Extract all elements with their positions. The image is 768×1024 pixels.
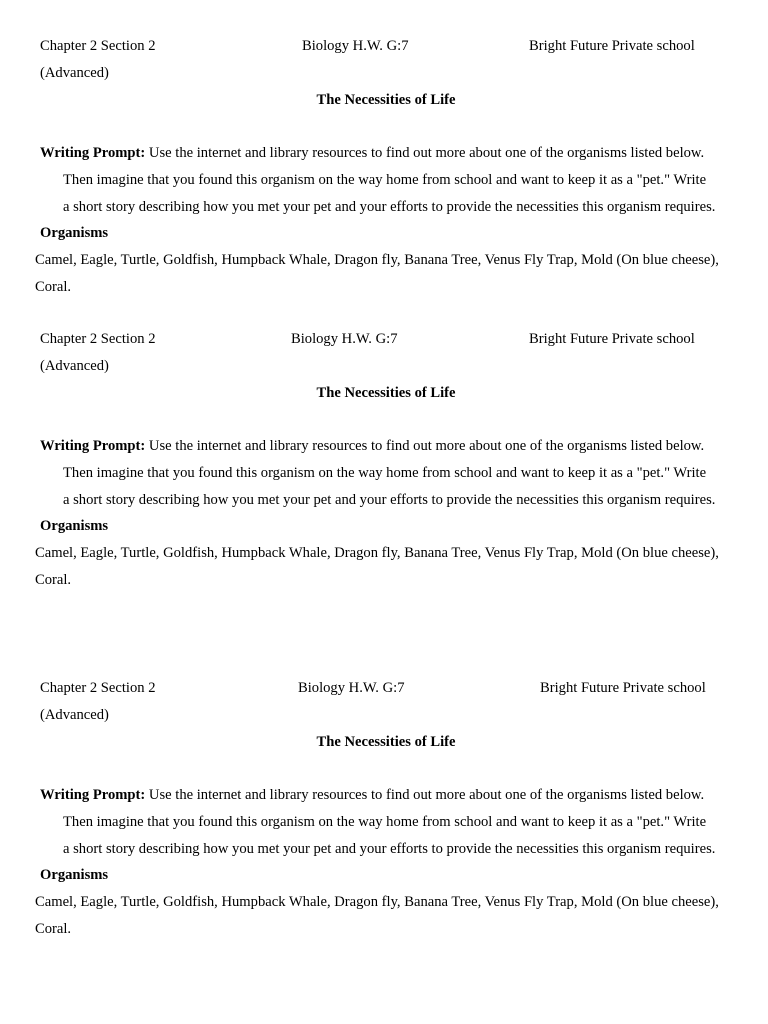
level-label: (Advanced) <box>40 358 109 374</box>
prompt-line-2: Then imagine that you found this organism on the way home from school and want to keep it as a "pet." Write <box>63 814 707 830</box>
prompt-label: Writing Prompt: <box>40 145 146 161</box>
school-name: Bright Future Private school <box>529 331 695 347</box>
organisms-list-line-1: Camel, Eagle, Turtle, Goldfish, Humpback Whale, Dragon fly, Banana Tree, Venus Fly Trap, Mold (On blue cheese), <box>35 252 719 268</box>
worksheet-title: The Necessities of Life <box>316 734 456 750</box>
organisms-heading: Organisms <box>40 225 109 241</box>
school-name: Bright Future Private school <box>540 680 706 696</box>
organisms-list-line-2: Coral. <box>35 572 72 588</box>
level-label: (Advanced) <box>40 65 109 81</box>
prompt-line-1 <box>40 144 704 162</box>
prompt-line-3: a short story describing how you met your pet and your efforts to provide the necessities this organism requires. <box>63 199 716 215</box>
course-label: Biology H.W. G:7 <box>298 680 405 696</box>
prompt-line-1 <box>40 786 704 804</box>
worksheet-title: The Necessities of Life <box>316 92 456 108</box>
prompt-line-2: Then imagine that you found this organism on the way home from school and want to keep it as a "pet." Write <box>63 172 707 188</box>
chapter-label: Chapter 2 Section 2 <box>40 331 156 347</box>
chapter-label: Chapter 2 Section 2 <box>40 680 156 696</box>
prompt-label: Writing Prompt: <box>40 438 146 454</box>
prompt-line-1 <box>40 437 704 455</box>
prompt-text-1: Use the internet and library resources to find out more about one of the organisms listed below. <box>148 787 705 803</box>
worksheet-block-2 <box>0 293 768 593</box>
prompt-text-1: Use the internet and library resources to find out more about one of the organisms listed below. <box>148 438 705 454</box>
worksheet-title: The Necessities of Life <box>316 385 456 401</box>
worksheet-block-1 <box>0 0 768 300</box>
organisms-list-line-2: Coral. <box>35 279 72 295</box>
level-label: (Advanced) <box>40 707 109 723</box>
prompt-line-3: a short story describing how you met your pet and your efforts to provide the necessities this organism requires. <box>63 492 716 508</box>
worksheet-block-3 <box>0 642 768 942</box>
organisms-heading: Organisms <box>40 867 109 883</box>
school-name: Bright Future Private school <box>529 38 695 54</box>
organisms-list-line-1: Camel, Eagle, Turtle, Goldfish, Humpback Whale, Dragon fly, Banana Tree, Venus Fly Trap, Mold (On blue cheese), <box>35 894 719 910</box>
prompt-line-3: a short story describing how you met your pet and your efforts to provide the necessities this organism requires. <box>63 841 716 857</box>
prompt-line-2: Then imagine that you found this organism on the way home from school and want to keep it as a "pet." Write <box>63 465 707 481</box>
course-label: Biology H.W. G:7 <box>291 331 398 347</box>
organisms-list-line-2: Coral. <box>35 921 72 937</box>
chapter-label: Chapter 2 Section 2 <box>40 38 156 54</box>
prompt-label: Writing Prompt: <box>40 787 146 803</box>
organisms-list-line-1: Camel, Eagle, Turtle, Goldfish, Humpback Whale, Dragon fly, Banana Tree, Venus Fly Trap, Mold (On blue cheese), <box>35 545 719 561</box>
prompt-text-1: Use the internet and library resources to find out more about one of the organisms listed below. <box>148 145 705 161</box>
course-label: Biology H.W. G:7 <box>302 38 409 54</box>
organisms-heading: Organisms <box>40 518 109 534</box>
